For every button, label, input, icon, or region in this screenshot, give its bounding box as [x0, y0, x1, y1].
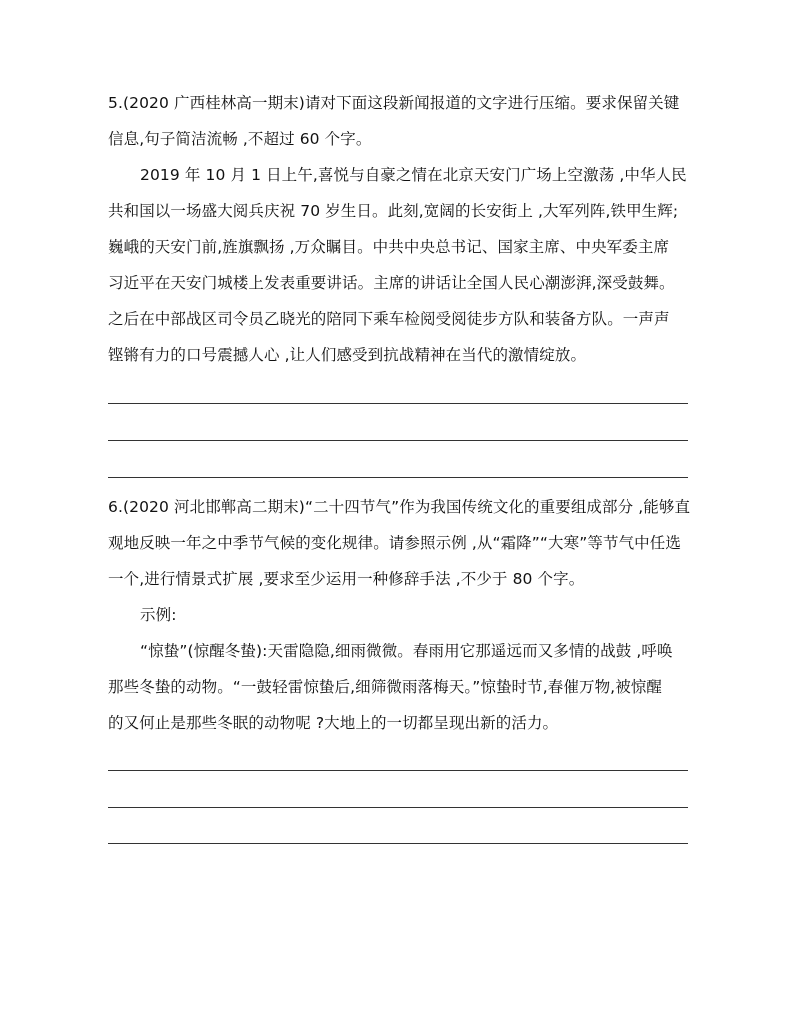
example-label: 示例:	[140, 606, 177, 624]
question-5-line-7: 之后在中部战区司令员乙晓光的陪同下乘车检阅受阅徒步方队和装备方队。一声声	[108, 310, 670, 328]
question-6-line-2: 观地反映一年之中季节气候的变化规律。请参照示例 ,从“霜降”“大寒”等节气中任选	[108, 534, 681, 552]
question-5-line-4: 共和国以一场盛大阅兵庆祝 70 岁生日。此刻,宽阔的长安街上 ,大军列阵,铁甲生辉;	[108, 202, 679, 220]
question-6-line-1: 6.(2020 河北邯郸高二期末)“二十四节气”作为我国传统文化的重要组成部分 ,能够直	[108, 498, 691, 516]
question-5-line-6: 习近平在天安门城楼上发表重要讲话。主席的讲话让全国人民心潮澎湃,深受鼓舞。	[108, 274, 675, 292]
question-5-line-2: 信息,句子简洁流畅 ,不超过 60 个字。	[108, 130, 372, 148]
example-line-3: 的又何止是那些冬眠的动物呢 ?大地上的一切都呈现出新的活力。	[108, 714, 559, 732]
example-line-1: “惊蛰”(惊醒冬蛰):天雷隐隐,细雨微微。春雨用它那遥远而又多情的战鼓 ,呼唤	[140, 642, 673, 660]
question-5-line-1: 5.(2020 广西桂林高一期末)请对下面这段新闻报道的文字进行压缩。要求保留关键	[108, 94, 680, 112]
answer-line-5-3[interactable]	[108, 477, 688, 478]
question-5-line-8: 铿锵有力的口号震撼人心 ,让人们感受到抗战精神在当代的激情绽放。	[108, 346, 587, 364]
answer-line-6-2[interactable]	[108, 807, 688, 808]
answer-line-5-1[interactable]	[108, 403, 688, 404]
answer-line-6-1[interactable]	[108, 770, 688, 771]
question-5-line-5: 巍峨的天安门前,旌旗飘扬 ,万众瞩目。中共中央总书记、国家主席、中央军委主席	[108, 238, 670, 256]
question-5-line-3: 2019 年 10 月 1 日上午,喜悦与自豪之情在北京天安门广场上空激荡 ,中华人民	[140, 166, 687, 184]
answer-line-5-2[interactable]	[108, 440, 688, 441]
example-line-2: 那些冬蛰的动物。“一鼓轻雷惊蛰后,细筛微雨落梅天。”惊蛰时节,春催万物,被惊醒	[108, 678, 662, 696]
question-6-line-3: 一个,进行情景式扩展 ,要求至少运用一种修辞手法 ,不少于 80 个字。	[108, 570, 585, 588]
answer-line-6-3[interactable]	[108, 843, 688, 844]
